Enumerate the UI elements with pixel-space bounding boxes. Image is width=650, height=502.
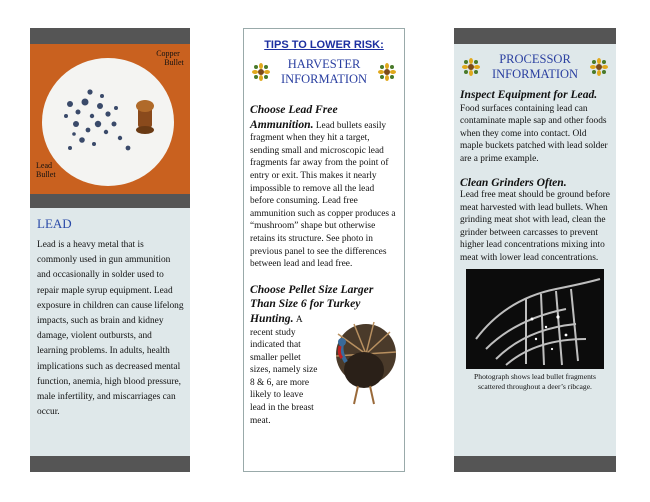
proc-tip2-block (460, 176, 610, 265)
processor-panel (454, 28, 616, 472)
tip1-text: Lead bullets easily fragment when they hit a target, sending small and microscopic lead fragments far away from the point of entry or exit. This makes it nearly impossible to remove all the lead before consuming. Lead free ammunition such as copper produces a “mushroom” shape but otherwise retains its structure. See photo in previous panel to see the differences between lead and lead free. (250, 120, 396, 270)
bullet-photo (30, 44, 190, 194)
proc-tip2-heading: Clean Grinders Often. (460, 175, 567, 189)
divider-bar (30, 194, 190, 208)
lead-heading: LEAD (37, 216, 72, 231)
processor-title: PROCESSOR INFORMATION (491, 52, 579, 81)
proc-tip1-text: Food surfaces containing lead can contaminate maple sap and other foods when they come into contact. Old maple buckets patched with lead solder are a prime example. (460, 103, 608, 164)
xray-caption: Photograph shows lead bullet fragments scattered throughout a deer’s ribcage. (474, 371, 596, 391)
proc-tip1-heading: Inspect Equipment for Lead. (460, 88, 598, 101)
turkey-image (324, 314, 398, 406)
tip2-text: A recent study indicated that smaller pellet sizes, namely size 8 & 6, are more likely to leave lead in the breast meat. (250, 314, 318, 426)
top-bar (454, 28, 616, 44)
tips-title: TIPS TO LOWER RISK: (264, 39, 384, 51)
tip1-block (250, 103, 398, 271)
harvester-title: HARVESTER INFORMATION (280, 57, 368, 86)
lead-panel (30, 28, 190, 472)
bottom-bar (454, 456, 616, 472)
ribcage-xray (466, 269, 604, 369)
harvester-panel (243, 28, 405, 472)
lead-info (30, 208, 190, 456)
xray-photo (466, 269, 604, 369)
lead-label: Lead Bullet (36, 161, 56, 179)
copper-label: Copper Bullet (156, 49, 184, 67)
sunflower-icon (462, 58, 480, 76)
bottom-bar (30, 456, 190, 472)
proc-tip1-block (460, 88, 610, 166)
sunflower-icon (378, 63, 396, 81)
tip2-block (250, 283, 398, 428)
tip2-heading: Choose Pellet Size Larger Than Size 6 for Turkey Hunting. (250, 282, 374, 325)
tip1-heading: Choose Lead Free Ammunition. (250, 103, 338, 131)
sunflower-icon (590, 58, 608, 76)
top-bar (30, 28, 190, 44)
bullet-plate-illustration (30, 44, 190, 194)
proc-tip2-text: Lead free meat should be ground before meat harvested with lead bullets. When grinding meat shot with lead, clean the grinder between carcasses to prevent higher lead concentrations mixing into meat with lower lead concentrations. (460, 190, 610, 264)
sunflower-icon (252, 63, 270, 81)
lead-description: Lead is a heavy metal that is commonly used in gun ammunition and occasionally in solder used to repair maple syrup equipment. Lead exposure in children can cause lifelong impacts, such as brain and kidney damage, violent outbursts, and learning problems. In adults, health implications such as decreased mental function, anemia, high blood pressure, male infertility, and miscarriages can occur. (37, 240, 184, 418)
